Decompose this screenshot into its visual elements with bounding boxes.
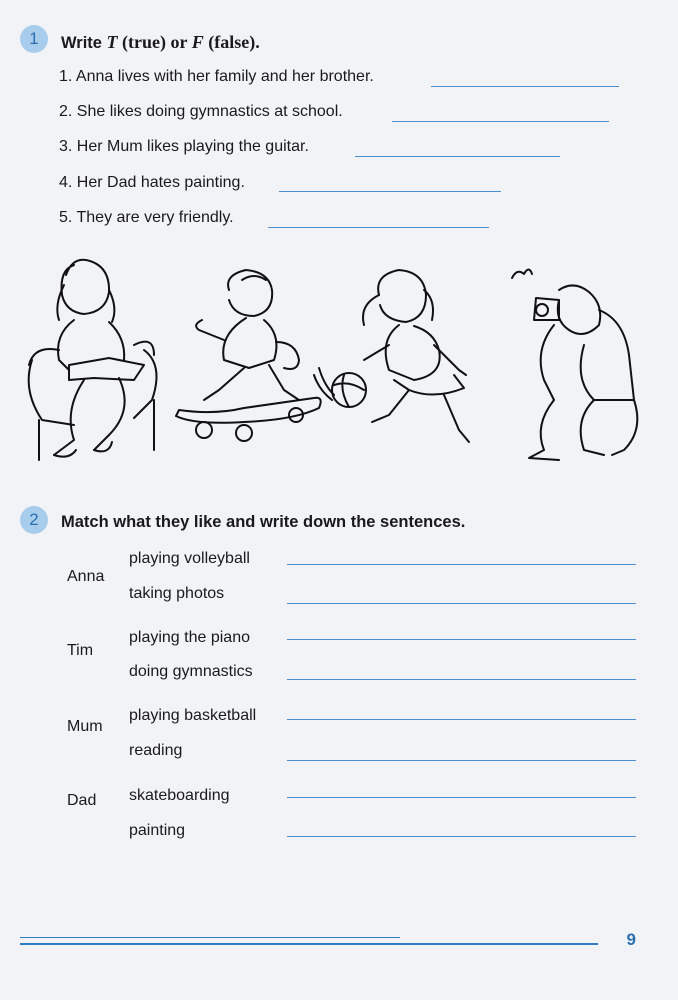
activity-mum-2: reading	[129, 742, 183, 759]
exercise-2-title: Match what they like and write down the sentences.	[61, 513, 466, 531]
person-name-tim: Tim	[67, 642, 94, 659]
activity-anna-1: playing volleyball	[129, 550, 250, 567]
person-name-mum: Mum	[67, 718, 103, 735]
footer-rule	[20, 943, 598, 945]
statement-3: 3. Her Mum likes playing the guitar.	[59, 138, 309, 155]
answer-line-2[interactable]	[392, 121, 609, 122]
write-line-7[interactable]	[287, 797, 636, 798]
exercise-2-number: 2	[20, 506, 48, 534]
statement-2: 2. She likes doing gymnastics at school.	[59, 103, 343, 120]
girl-ball-drawing	[314, 270, 469, 442]
activity-dad-1: skateboarding	[129, 787, 230, 804]
write-line-4[interactable]	[287, 679, 636, 680]
woman-reading-drawing	[29, 260, 157, 460]
write-line-2[interactable]	[287, 603, 636, 604]
statement-5: 5. They are very friendly.	[59, 209, 234, 226]
answer-line-3[interactable]	[355, 156, 560, 157]
person-name-anna: Anna	[67, 568, 105, 585]
title-true: (true)	[117, 32, 167, 52]
person-name-dad: Dad	[67, 792, 97, 809]
title-false: (false).	[203, 32, 260, 52]
statement-4: 4. Her Dad hates painting.	[59, 174, 245, 191]
exercise-1-number: 1	[20, 25, 48, 53]
activity-tim-2: doing gymnastics	[129, 663, 253, 680]
title-f: F	[191, 32, 204, 52]
title-or: or	[166, 32, 192, 52]
footer-rule-short	[20, 937, 400, 938]
write-line-3[interactable]	[287, 639, 636, 640]
family-illustration	[14, 250, 654, 475]
man-camera-drawing	[512, 270, 637, 461]
activity-tim-1: playing the piano	[129, 629, 250, 646]
activity-dad-2: painting	[129, 822, 186, 839]
activity-anna-2: taking photos	[129, 585, 225, 602]
exercise-1-title	[61, 32, 260, 53]
write-line-8[interactable]	[287, 836, 636, 837]
write-line-1[interactable]	[287, 564, 636, 565]
title-t: T	[106, 32, 118, 52]
boy-skateboarding-drawing	[176, 270, 321, 441]
answer-line-5[interactable]	[268, 227, 489, 228]
write-line-5[interactable]	[287, 719, 636, 720]
activity-mum-1: playing basketball	[129, 707, 257, 724]
statement-1: 1. Anna lives with her family and her brother.	[59, 68, 374, 85]
title-prefix: Write	[61, 34, 107, 52]
answer-line-4[interactable]	[279, 191, 501, 192]
page-number: 9	[626, 930, 636, 949]
answer-line-1[interactable]	[431, 86, 619, 87]
write-line-6[interactable]	[287, 760, 636, 761]
